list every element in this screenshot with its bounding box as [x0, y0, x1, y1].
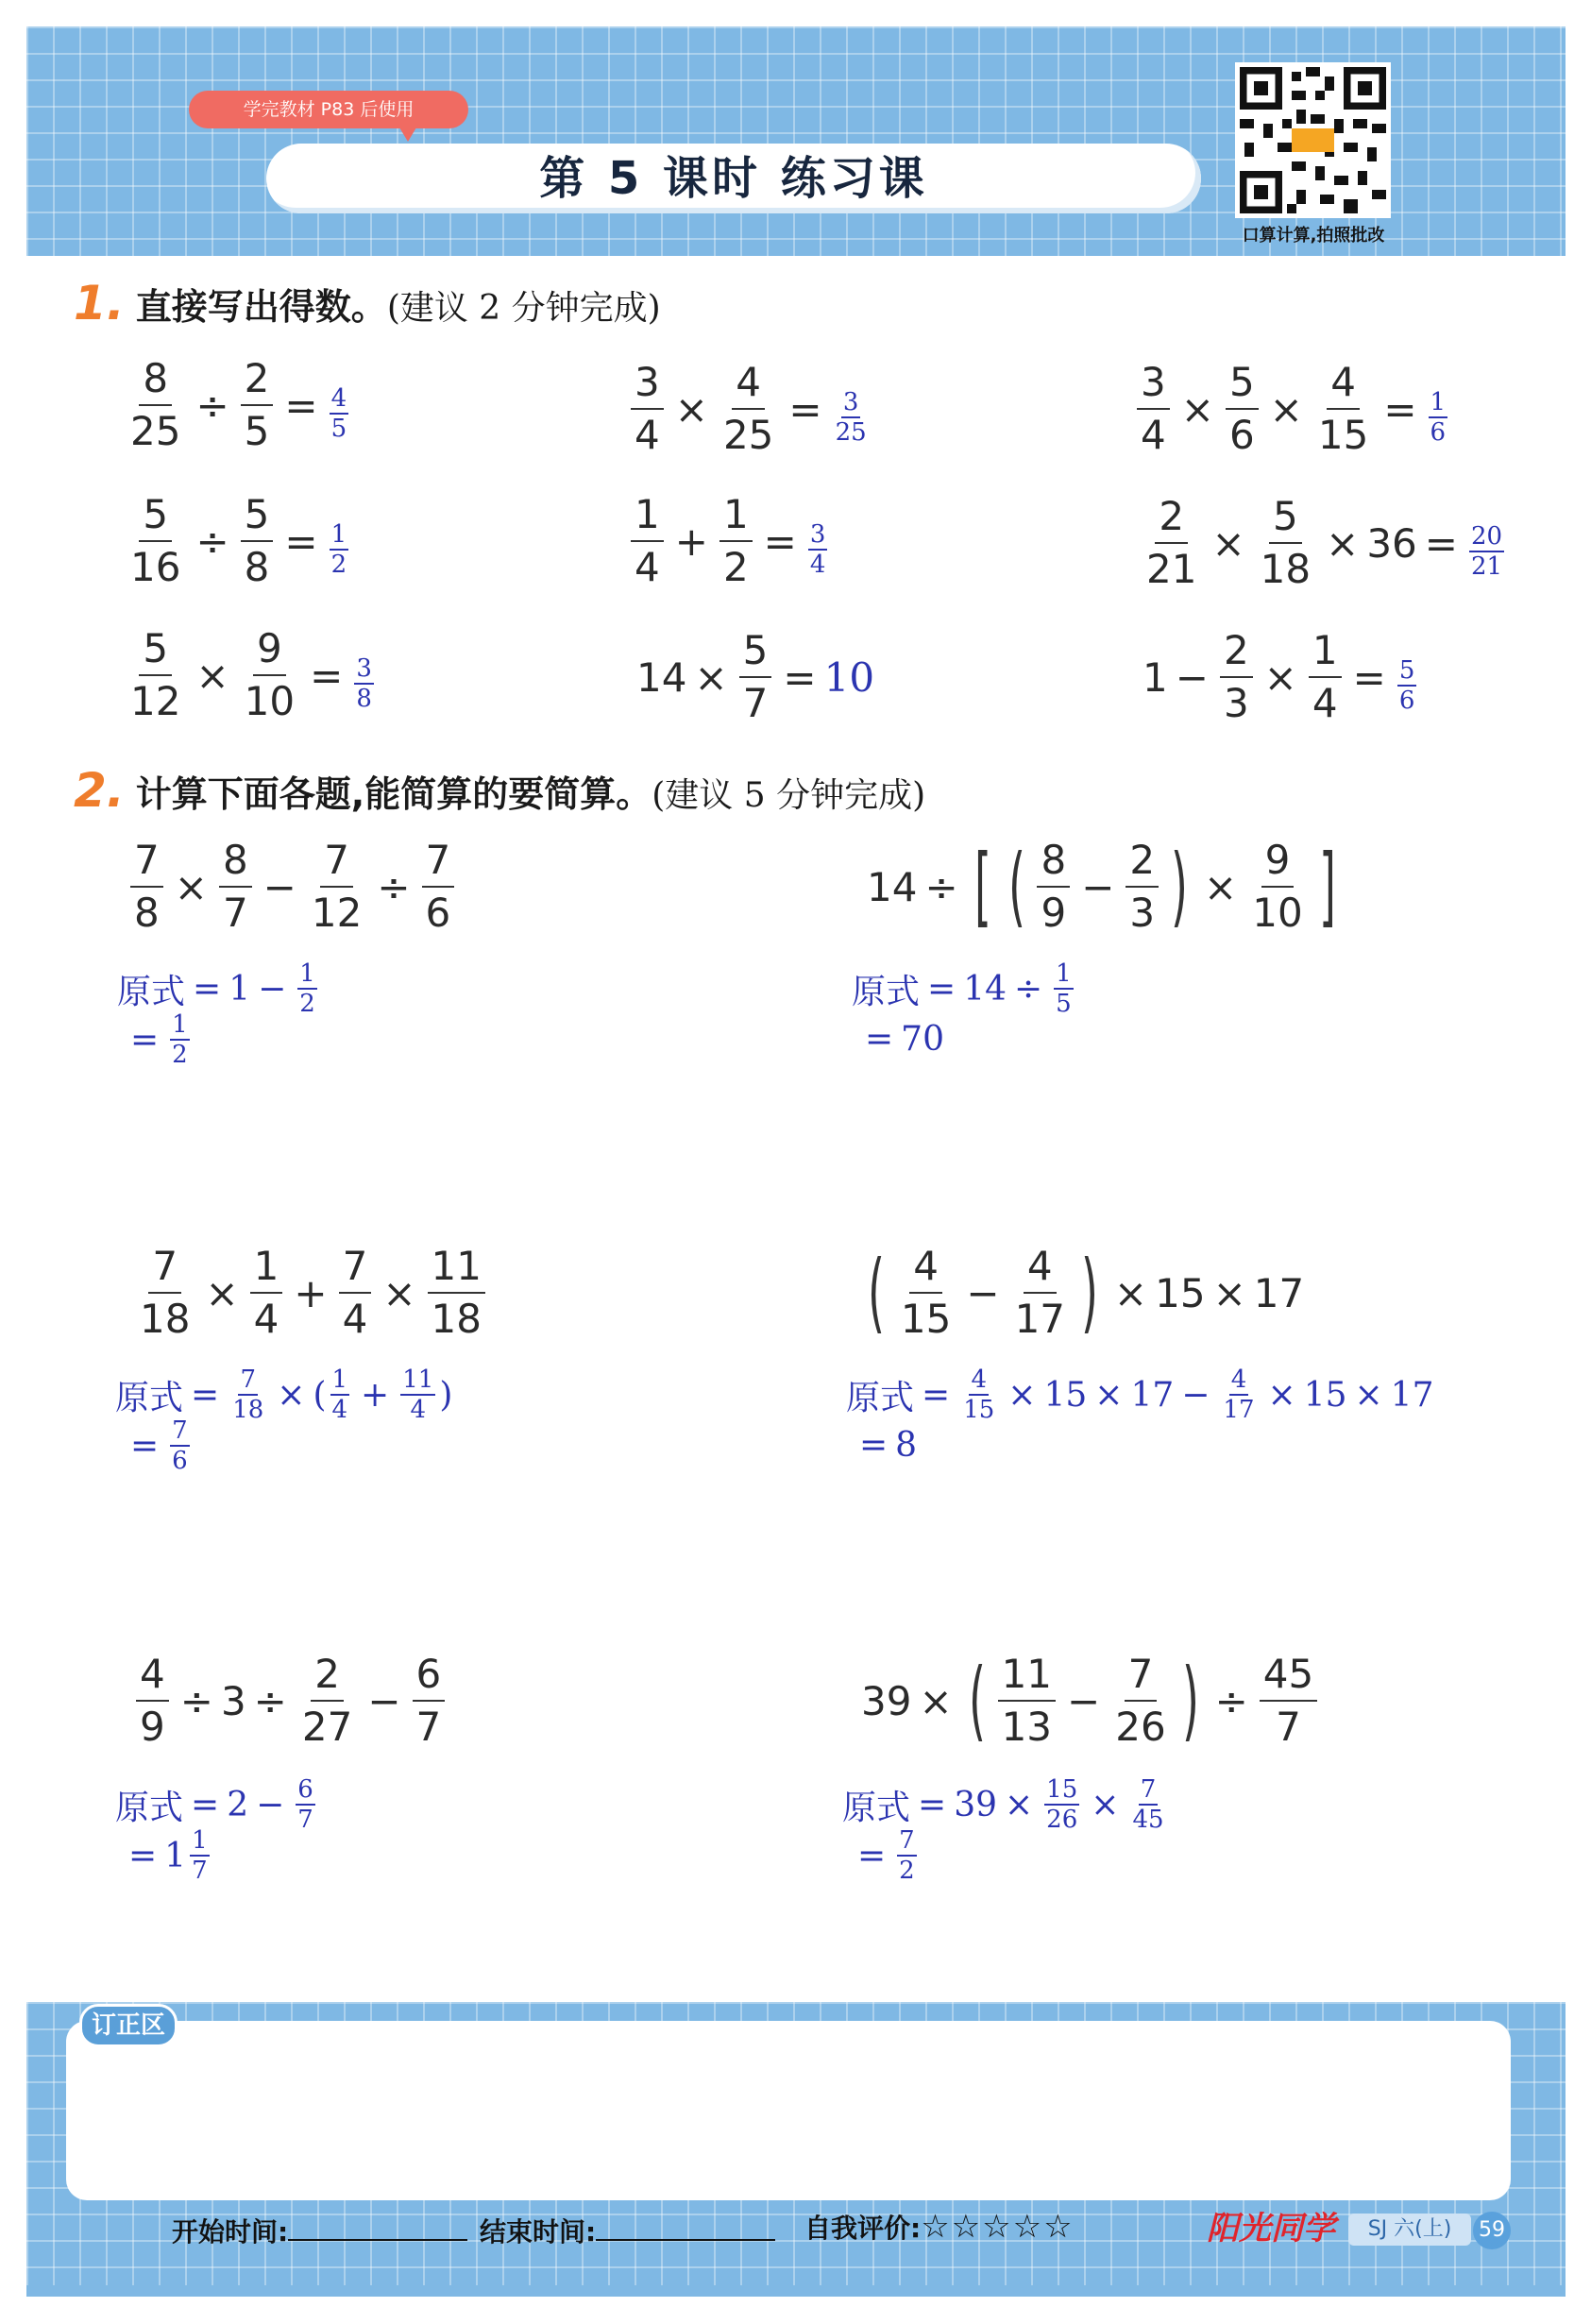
page-number: 59	[1473, 2212, 1511, 2249]
q2-item-3-expression: $\frac{7}{18}$ × $\frac{1}{4}$ + $\frac{7}{4}$ × $\frac{11}{18}$	[132, 1247, 489, 1339]
q2-item-4-solution-line-1: 原式 = $\frac{4}{15}$ × 15 × 17 − $\frac{4}{17}$ × 15 × 17	[846, 1366, 1434, 1424]
q1-item-8: 14 × $\frac{5}{7}$ = 10	[636, 627, 875, 726]
question-1-number: 1.	[74, 276, 125, 331]
rating-stars-icon[interactable]: ☆☆☆☆☆	[921, 2208, 1075, 2246]
q2-item-1-solution-line-2: = $\frac{1}{2}$	[130, 1010, 188, 1069]
grade-badge: SJ 六(上)	[1348, 2214, 1471, 2246]
bottom-band	[26, 2285, 1566, 2297]
start-time-label: 开始时间:	[172, 2216, 289, 2248]
q1-item-2: $\frac{3}{4}$ × $\frac{4}{25}$ = $\frac{3}{25}$	[627, 363, 872, 455]
question-2-text: 计算下面各题,能简算的要简算。	[135, 773, 652, 815]
q2-item-5-solution-line-1: 原式 = 2 − $\frac{6}{7}$	[115, 1775, 313, 1834]
q1-item-3: $\frac{3}{4}$ × $\frac{5}{6}$ × $\frac{4}{15}$ = $\frac{1}{6}$	[1133, 363, 1451, 455]
page-title: 第 5 课时 练习课	[539, 152, 928, 205]
q2-item-3-solution-line-2: = $\frac{7}{6}$	[130, 1416, 188, 1475]
self-evaluation	[804, 2208, 1075, 2246]
q2-item-3-solution-line-1: 原式 = $\frac{7}{18}$ × ( $\frac{1}{4}$ + $\frac{11}{4}$ )	[115, 1366, 453, 1424]
question-1-hint: (建议 2 分钟完成)	[386, 289, 661, 328]
qr-caption: 口算计算,拍照批改	[1242, 226, 1385, 246]
q2-item-5-solution-line-2: = 1 $\frac{1}{7}$	[128, 1826, 208, 1885]
question-2-hint: (建议 5 分钟完成)	[652, 776, 926, 815]
q2-item-2-solution-line-1: 原式 = 14 ÷ $\frac{1}{5}$	[852, 959, 1072, 1018]
end-time-label: 结束时间:	[480, 2216, 597, 2248]
q1-item-4: $\frac{5}{16}$ ÷ $\frac{5}{8}$ = $\frac{1}{2}$	[130, 491, 347, 590]
correction-area-box[interactable]	[66, 2021, 1511, 2200]
usage-pill-tail	[397, 123, 419, 142]
question-1-text: 直接写出得数。	[135, 286, 387, 328]
q2-item-2-expression: 14 ÷ [ ( $\frac{8}{9}$ − $\frac{2}{3}$ ) × $\frac{9}{10}$ ]	[867, 836, 1336, 937]
q2-item-1-expression: $\frac{7}{8}$ × $\frac{8}{7}$ − $\frac{7}{12}$ ÷ $\frac{7}{6}$	[127, 840, 458, 933]
self-eval-label: 自我评价:	[804, 2213, 922, 2244]
question-2-number: 2.	[74, 763, 125, 818]
q1-item-5: $\frac{1}{4}$ + $\frac{1}{2}$ = $\frac{3}{4}$	[627, 495, 831, 587]
start-time-field[interactable]	[172, 2212, 467, 2249]
q2-item-5-expression: $\frac{4}{9}$ ÷ 3 ÷ $\frac{2}{27}$ − $\frac{6}{7}$	[132, 1654, 449, 1747]
q1-item-6: $\frac{2}{21}$ × $\frac{5}{18}$ × 36 = $\frac{20}{21}$	[1146, 493, 1503, 592]
correction-area-label: 订正区	[79, 2004, 178, 2047]
question-1-heading	[74, 276, 661, 331]
q2-item-4-expression: ( $\frac{4}{15}$ − $\frac{4}{17}$ ) × 15 × 17	[867, 1242, 1305, 1343]
q2-item-6-expression: 39 × ( $\frac{11}{13}$ − $\frac{7}{26}$ ) ÷ $\frac{45}{7}$	[861, 1654, 1321, 1747]
q2-item-6-solution-line-1: 原式 = 39 × $\frac{15}{26}$ × $\frac{7}{45}$	[842, 1775, 1164, 1834]
q1-item-1: $\frac{8}{25}$ ÷ $\frac{2}{5}$ = $\frac{4}{5}$	[130, 355, 347, 454]
question-2-heading	[74, 763, 925, 818]
q2-item-2-solution-line-2: = 70	[865, 1020, 944, 1059]
q2-item-1-solution-line-1: 原式 = 1 − $\frac{1}{2}$	[117, 959, 315, 1018]
end-time-field[interactable]	[480, 2212, 775, 2249]
brand-logo: 阳光同学	[1207, 2210, 1335, 2248]
usage-pill: 学完教材 P83 后使用	[189, 91, 468, 128]
q2-item-6-solution-line-2: = $\frac{7}{2}$	[857, 1826, 915, 1885]
q2-item-4-solution-line-2: = 8	[859, 1426, 918, 1465]
qr-code-icon[interactable]	[1235, 62, 1391, 218]
q1-item-9: 1 − $\frac{2}{3}$ × $\frac{1}{4}$ = $\frac{5}{6}$	[1142, 627, 1415, 726]
q1-item-7: $\frac{5}{12}$ × $\frac{9}{10}$ = $\frac{3}{8}$	[130, 625, 372, 724]
